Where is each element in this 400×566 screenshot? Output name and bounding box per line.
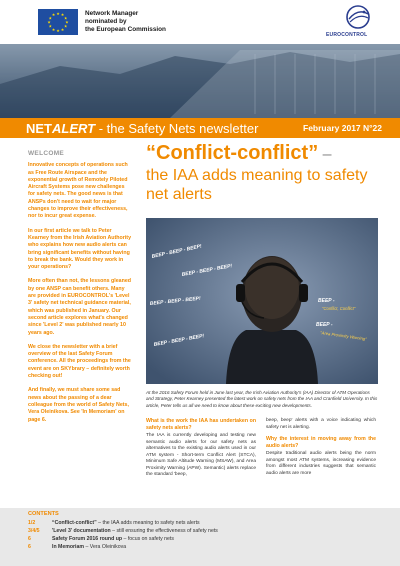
contents-item[interactable]: 6 Safety Forum 2016 round up – focus on safety nets <box>28 536 174 542</box>
welcome-paragraph: In our first article we talk to Peter Kearney from the Irish Aviation Authority who explains how new audio alerts can bring significant benefits without having to break the bank. Would they work in your operations? <box>28 227 132 271</box>
eurocontrol-wordmark: EUROCONTROL <box>326 32 368 38</box>
svg-text:BEEP - BEEP - BEEP!: BEEP - BEEP - BEEP! <box>153 333 205 348</box>
svg-text:★: ★ <box>51 26 56 32</box>
svg-text:"Conflict, Conflict": "Conflict, Conflict" <box>322 306 356 311</box>
svg-text:★: ★ <box>63 23 68 29</box>
masthead <box>0 0 400 44</box>
article-subheading: What is the work the IAA has undertaken on safety nets alerts? <box>146 418 256 431</box>
article-headline: “Conflict-conflict” – the IAA adds meaning to safety net alerts <box>146 142 376 204</box>
svg-text:★: ★ <box>48 23 53 29</box>
svg-text:BEEP -: BEEP - <box>316 322 333 328</box>
svg-text:★: ★ <box>60 12 65 18</box>
welcome-sidebar <box>28 150 131 431</box>
article-body: beep, beep' alerts with a voice indicating which safety net is alerting. <box>266 418 376 430</box>
svg-text:★: ★ <box>51 12 56 18</box>
article-column-1 <box>146 418 256 479</box>
newsletter-title: NETALERT - the Safety Nets newsletter <box>26 121 259 136</box>
contents-item[interactable]: 1/2 “Conflict-conflict” – the IAA adds meaning to safety nets alerts <box>28 520 200 526</box>
network-manager-label: Network Manager nominated by the European Commission <box>85 10 166 33</box>
contents-heading: CONTENTS <box>28 511 59 517</box>
welcome-paragraph: And finally, we must share some sad news about the passing of a dear colleague from the world of Safety Nets, Vera Oleinikova. See 'In Memoriam' on page 6. <box>28 387 129 423</box>
svg-text:★: ★ <box>63 15 68 21</box>
article-body: Despite traditional audio alerts being the norm amongst most ATM systems, increasing evidence from different industries suggests that semantic audio alerts are more <box>266 451 376 476</box>
svg-text:"Area Proximity Warning": "Area Proximity Warning" <box>319 330 367 342</box>
photo-caption: At the 2016 Safety Forum held in June last year, the Irish Aviation Authority's (IAA) Director of ATM Operations and Strategy, Peter Kearney presented the latest work on safety nets from the IAA and Cranfield University. In this article, Peter tells us all we need to know about these exciting new developments. <box>146 390 378 408</box>
newsletter-banner <box>0 118 400 138</box>
welcome-heading: WELCOME <box>28 150 65 157</box>
svg-text:★: ★ <box>47 19 51 25</box>
article-body: The IAA is currently developing and testing new semantic audio alerts for our safety nets as alternatives to the existing audio alerts used in our ATM system - Short-term Conflict Alert (STCA), Minimum Safe Altitude Warning (MSAW), and Area Proximity Warning (APW). Semantic) alerts replace the standard 'beep, <box>146 433 256 477</box>
table-of-contents <box>0 508 400 566</box>
svg-text:BEEP - BEEP - BEEP!: BEEP - BEEP - BEEP! <box>151 243 203 260</box>
svg-text:BEEP -: BEEP - <box>318 298 335 304</box>
welcome-paragraph: More often than not, the lessons gleaned by one ANSP can benefit others. Many are provided in EUROCONTROL's 'Level 3' safety net technical guidance material, which was published in January. Our second article explores what's changed since 'Level 2' was published nearly 10 years ago. <box>28 278 132 336</box>
svg-text:★: ★ <box>48 15 53 21</box>
hero-image <box>0 44 400 118</box>
svg-text:★: ★ <box>56 11 60 16</box>
article-column-2 <box>266 418 376 477</box>
svg-text:BEEP - BEEP - BEEP!: BEEP - BEEP - BEEP! <box>181 263 233 278</box>
svg-text:★: ★ <box>65 19 69 25</box>
contents-item[interactable]: 6 In Memoriam – Vera Oleinikova <box>28 544 127 550</box>
article-subheading: Why the interest in moving away from the audio alerts? <box>266 436 376 449</box>
svg-text:★: ★ <box>60 26 65 32</box>
svg-text:BEEP - BEEP - BEEP!: BEEP - BEEP - BEEP! <box>149 295 201 307</box>
welcome-paragraph: Innovative concepts of operations such as Free Route Airspace and the exponential growth of Remotely Piloted Aircraft Systems pose new challenges for safety nets. The good news is that ANSPs don't need to wait for major changes to improve their effectiveness, nor to incur great expense. <box>28 162 128 220</box>
eu-flag-logo <box>38 9 78 35</box>
article-photo <box>146 218 378 384</box>
contents-item[interactable]: 3/4/5 'Level 3' documentation – still ensuring the effectiveness of safety nets <box>28 528 218 534</box>
welcome-paragraph: We close the newsletter with a brief overview of the last Safety Forum conference. All the proceedings from the event are on SKYbrary – definitely worth checking out! <box>28 343 131 380</box>
issue-date: February 2017 N°22 <box>303 123 382 133</box>
svg-text:★: ★ <box>56 28 60 33</box>
article-subtitle: the IAA adds meaning to safety net alerts <box>146 167 368 203</box>
eurocontrol-logo <box>338 4 378 30</box>
